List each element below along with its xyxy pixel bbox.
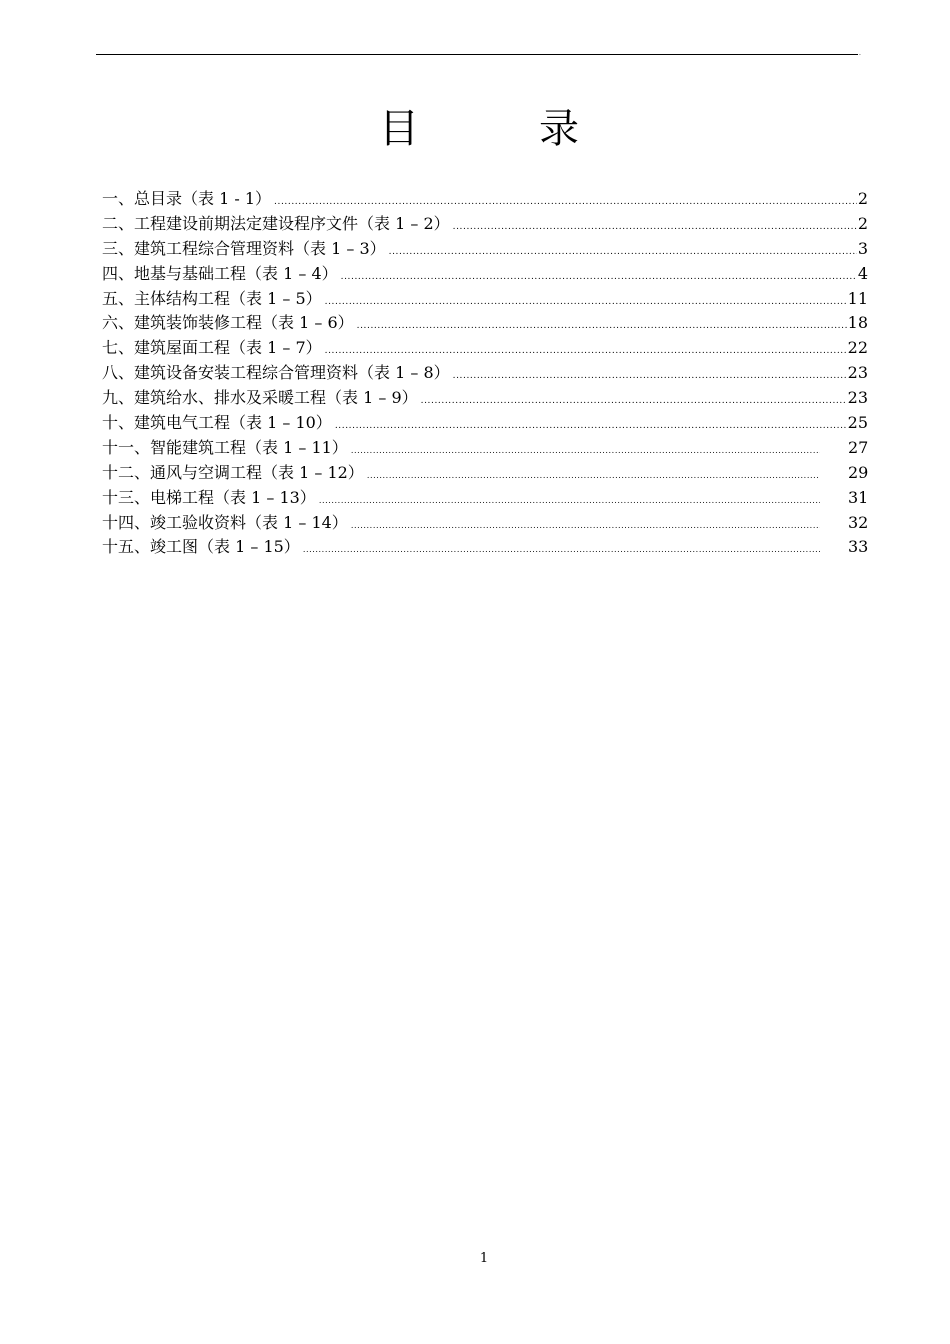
toc-entry-label: 十五、竣工图（表 1 – 15） — [102, 537, 300, 557]
toc-entry[interactable] — [102, 411, 868, 436]
dot-leader — [341, 265, 857, 290]
toc-entry-page: 33 — [848, 537, 869, 557]
toc-entry[interactable] — [102, 361, 868, 386]
dot-leader — [325, 290, 847, 315]
toc-entry-label: 二、工程建设前期法定建设程序文件（表 1 – 2） — [102, 213, 450, 233]
dot-leader — [421, 389, 847, 414]
dot-leader — [453, 215, 857, 240]
toc-entry-label: 十四、竣工验收资料（表 1 – 14） — [102, 512, 348, 532]
toc-entry[interactable] — [102, 187, 868, 212]
toc-entry-label: 九、建筑给水、排水及采暖工程（表 1 – 9） — [102, 388, 418, 408]
toc-entry-label: 十一、智能建筑工程（表 1 – 11） — [102, 437, 348, 457]
toc-entry-page: 23 — [847, 388, 868, 408]
toc-entry[interactable] — [102, 237, 868, 262]
toc-entry[interactable] — [102, 486, 868, 511]
toc-entry-page: 2 — [857, 213, 868, 233]
toc-entry[interactable] — [102, 336, 868, 361]
toc-entry-label: 七、建筑屋面工程（表 1 – 7） — [102, 338, 322, 358]
header-rule — [96, 54, 858, 55]
dot-leader — [335, 414, 847, 439]
toc-entry-label: 八、建筑设备安装工程综合管理资料（表 1 – 8） — [102, 363, 450, 383]
toc-entry-label: 五、主体结构工程（表 1 – 5） — [102, 288, 322, 308]
header-mark: . — [859, 50, 861, 57]
dot-leader — [351, 439, 820, 464]
toc-entry[interactable] — [102, 436, 868, 461]
toc-entry-page: 32 — [848, 512, 869, 532]
toc-entry-label: 十、建筑电气工程（表 1 – 10） — [102, 413, 332, 433]
toc-entry-page: 18 — [847, 313, 868, 333]
toc-entry[interactable] — [102, 311, 868, 336]
dot-leader — [351, 514, 820, 539]
page-title: 目 录 — [379, 106, 579, 152]
page-number: 1 — [479, 1251, 489, 1266]
toc-entry-label: 三、建筑工程综合管理资料（表 1 – 3） — [102, 238, 386, 258]
toc-entry-page: 4 — [857, 263, 868, 283]
toc-entry-page: 31 — [848, 487, 869, 507]
toc-entry-label: 一、总目录（表 1 - 1） — [102, 189, 272, 208]
dot-leader — [357, 314, 847, 339]
dot-leader — [367, 464, 820, 489]
dot-leader — [303, 538, 820, 563]
toc-entry-page: 27 — [848, 437, 869, 457]
dot-leader — [389, 240, 857, 265]
toc-entry[interactable] — [102, 287, 868, 312]
toc-entry-page: 3 — [857, 238, 868, 258]
toc-entry[interactable] — [102, 511, 868, 536]
toc-entry[interactable] — [102, 212, 868, 237]
toc-entry[interactable] — [102, 461, 868, 486]
toc-entry-page: 2 — [857, 189, 868, 208]
toc-entry[interactable] — [102, 262, 868, 287]
toc-entry-page: 22 — [847, 338, 868, 358]
toc-entry-page: 23 — [847, 363, 868, 383]
toc-entry-label: 四、地基与基础工程（表 1 – 4） — [102, 263, 338, 283]
toc-entry-label: 十三、电梯工程（表 1 – 13） — [102, 487, 316, 507]
toc-entry-page: 11 — [847, 288, 868, 308]
toc-entry-page: 29 — [848, 462, 869, 482]
table-of-contents — [102, 187, 868, 560]
toc-entry-label: 六、建筑装饰装修工程（表 1 – 6） — [102, 313, 354, 333]
toc-entry[interactable] — [102, 535, 868, 560]
toc-entry-page: 25 — [847, 413, 868, 433]
toc-entry-label: 十二、通风与空调工程（表 1 – 12） — [102, 462, 364, 482]
dot-leader — [319, 489, 820, 514]
toc-entry[interactable] — [102, 386, 868, 411]
dot-leader — [453, 364, 847, 389]
